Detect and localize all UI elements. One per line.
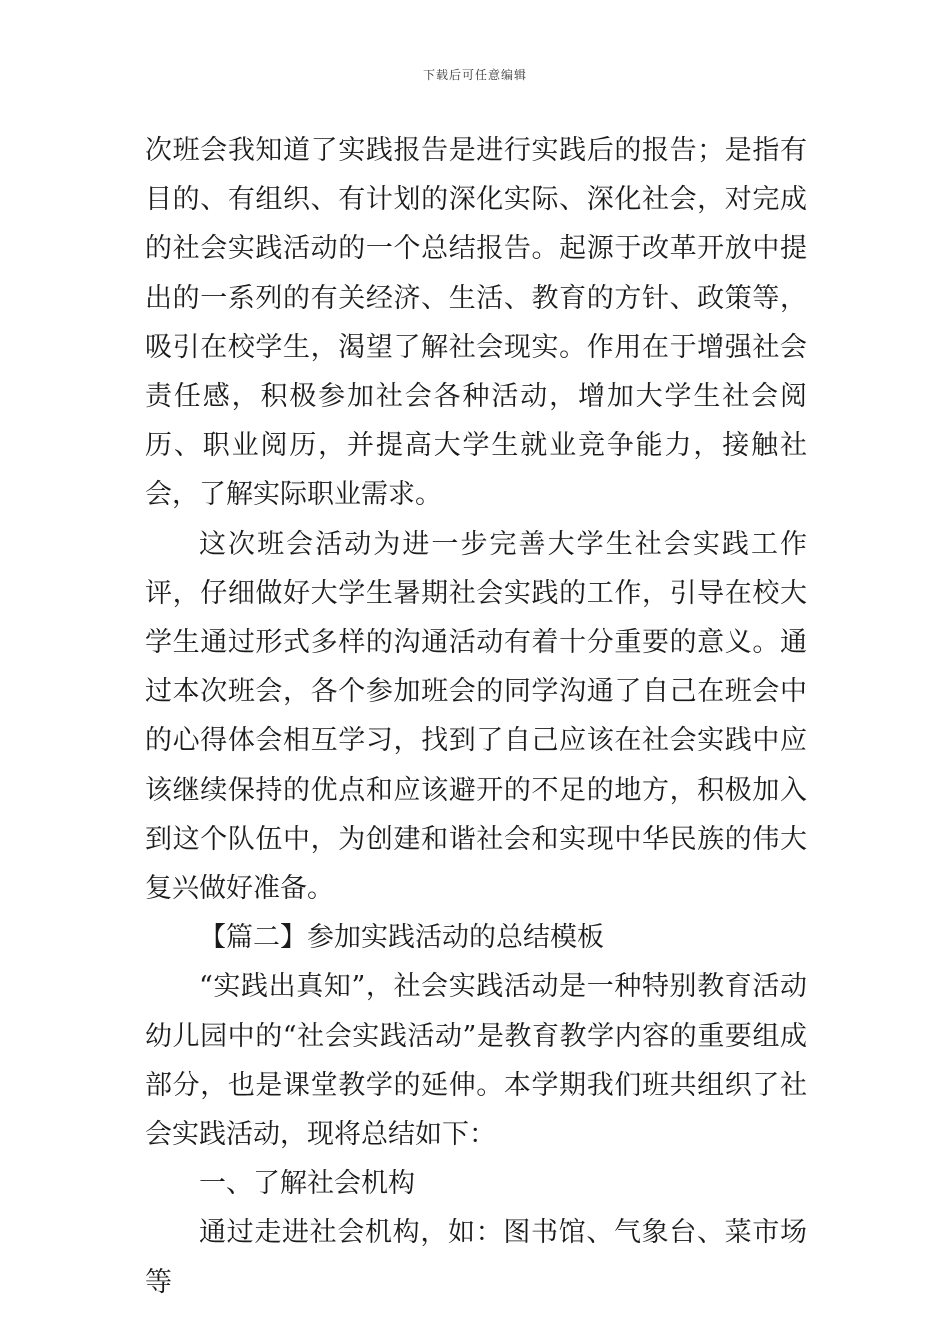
subheading-social-institutions: 一、了解社会机构	[199, 1168, 415, 1200]
paragraph-class-meeting: 这次班会活动为进一步完善大学生社会实践工作评，仔细做好大学生暑期社会实践的工作，引导在校大学生通过形式多样的沟通活动有着十分重要的意义。通过本次班会，各个参加班会的同学沟通了自己在班会中的心得体会相互学习，找到了自己应该在社会实践中应该继续保持的优点和应该避开的不足的地方，积极加入到这个队伍中，为创建和谐社会和实现中华民族的伟大复兴做好准备。	[145, 528, 807, 905]
section-heading-part-two: 【篇二】参加实践活动的总结模板	[199, 922, 604, 954]
paragraph-continued: 次班会我知道了实践报告是进行实践后的报告；是指有目的、有组织、有计划的深化实际、深化社会，对完成的社会实践活动的一个总结报告。起源于改革开放中提出的一系列的有关经济、生活、教育的方针、政策等，吸引在校学生，渴望了解社会现实。作用在于增强社会责任感，积极参加社会各种活动，增加大学生社会阅历、职业阅历，并提高大学生就业竞争能力，接触社会，了解实际职业需求。	[145, 135, 807, 511]
paragraph-practice-intro: “实践出真知”，社会实践活动是一种特别教育活动幼儿园中的“社会实践活动”是教育教学内容的重要组成部分，也是课堂教学的延伸。本学期我们班共组织了社会实践活动，现将总结如下：	[145, 971, 807, 1151]
paragraph-visit-institutions: 通过走进社会机构，如：图书馆、气象台、菜市场等	[145, 1217, 807, 1298]
document-body	[145, 126, 807, 1307]
page-header: 下载后可任意编辑	[422, 68, 527, 82]
